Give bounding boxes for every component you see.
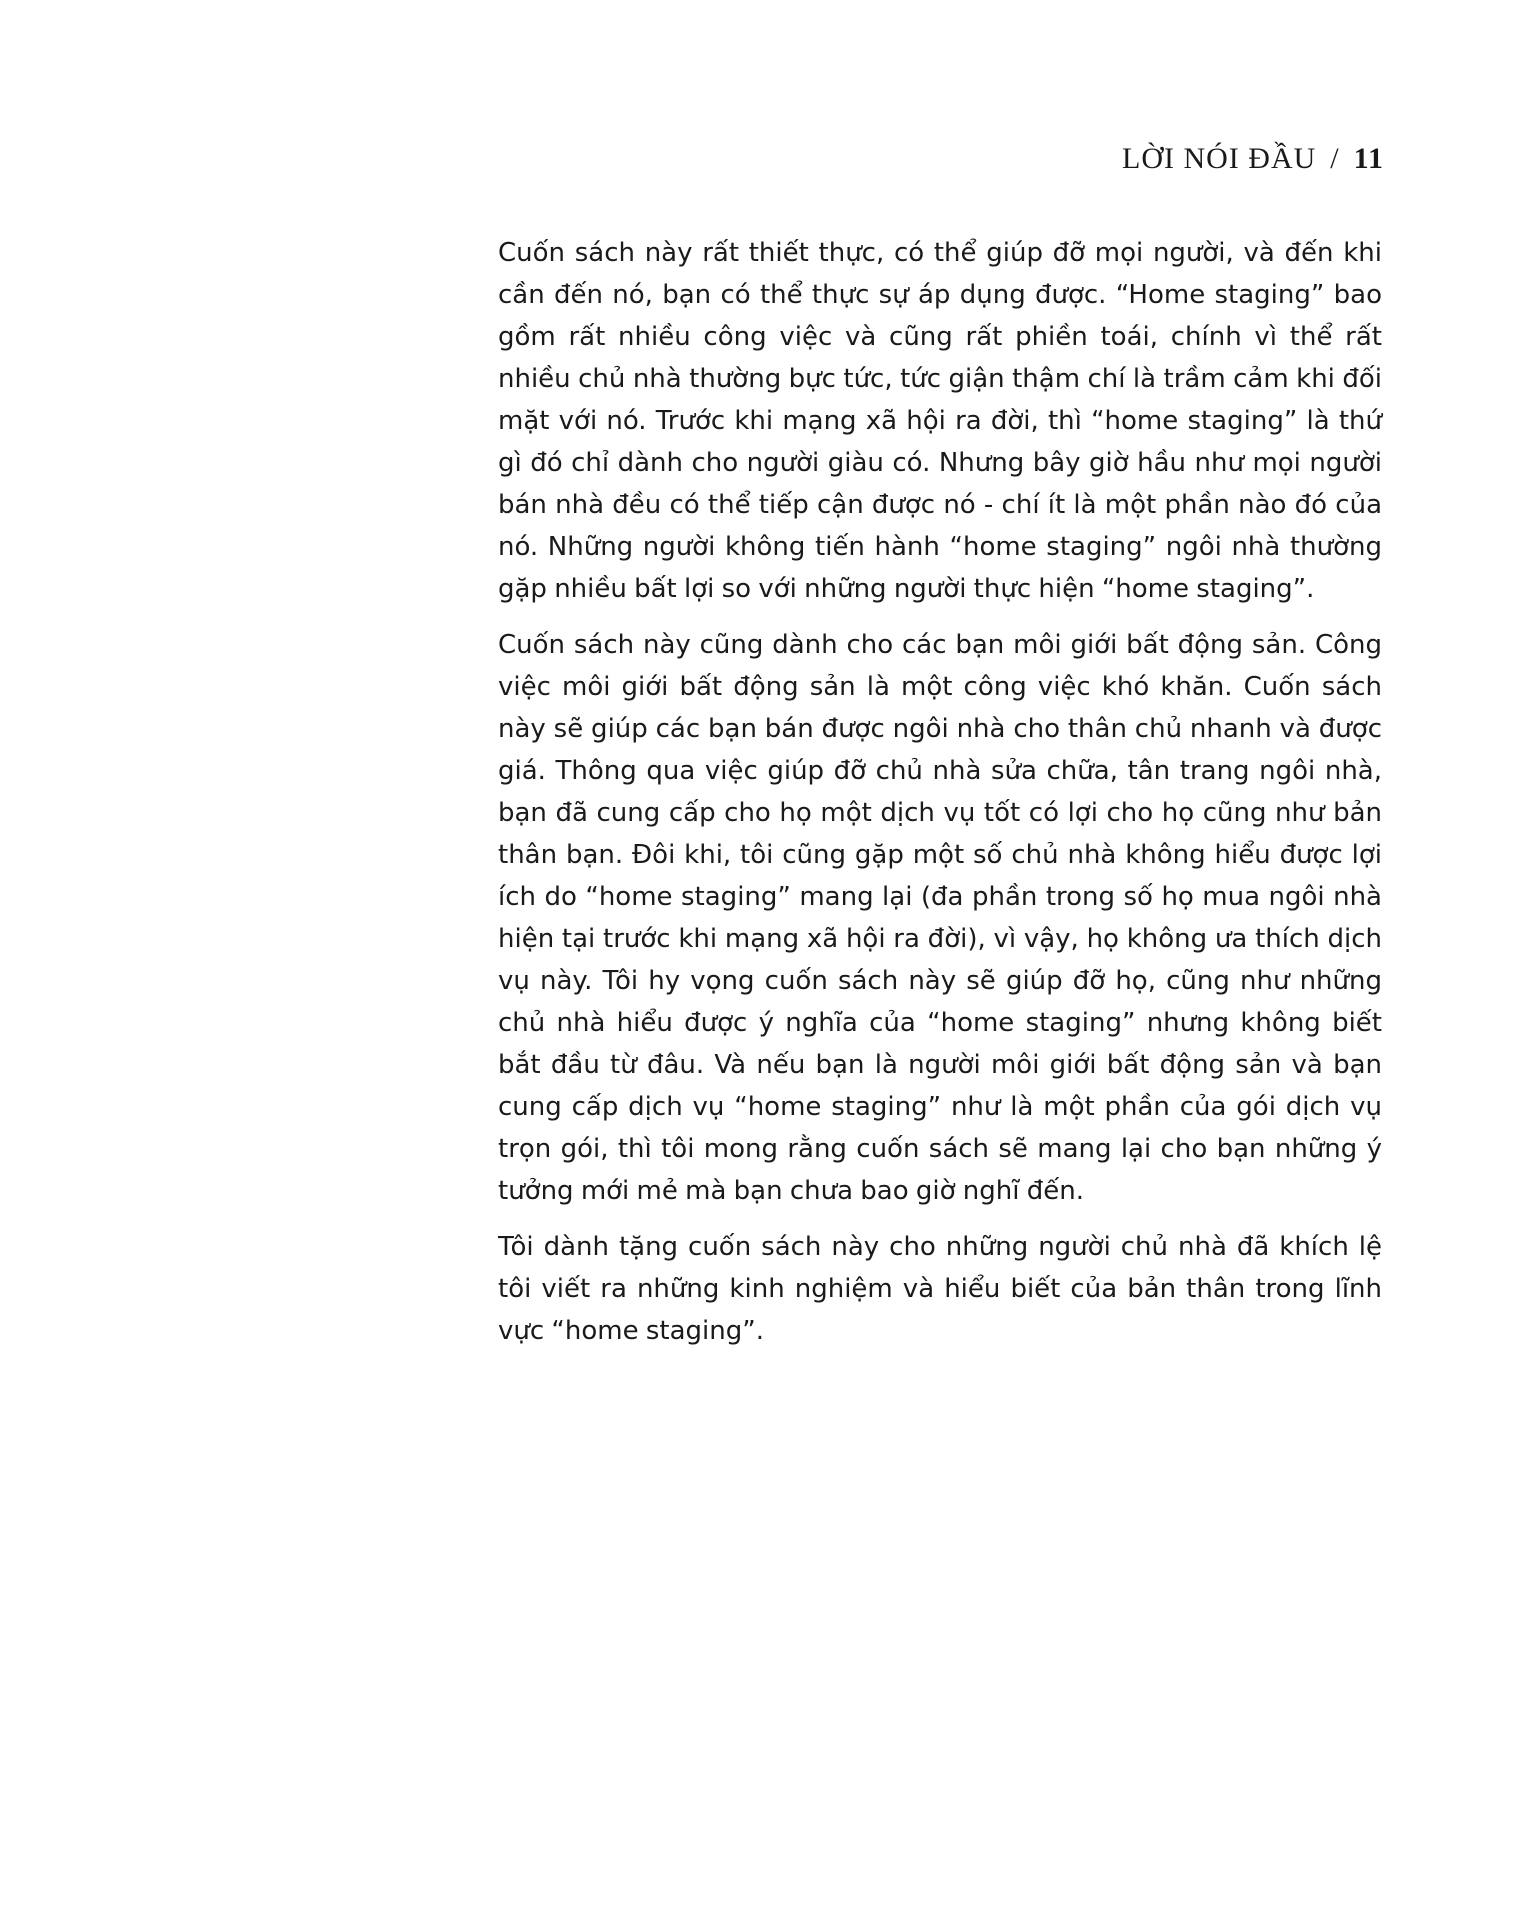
paragraph: Cuốn sách này cũng dành cho các bạn môi giới bất động sản. Công việc môi giới bất động sản là một công việc khó khăn. Cuốn sách này sẽ giúp các bạn bán được ngôi nhà cho thân chủ nhanh và được giá. Thông qua việc giúp đỡ chủ nhà sửa chữa, tân trang ngôi nhà, bạn đã cung cấp cho họ một dịch vụ tốt có lợi cho họ cũng như bản thân bạn. Đôi khi, tôi cũng gặp một số chủ nhà không hiểu được lợi ích do “home staging” mang lại (đa phần trong số họ mua ngôi nhà hiện tại trước khi mạng xã hội ra đời), vì vậy, họ không ưa thích dịch vụ này. Tôi hy vọng cuốn sách này sẽ giúp đỡ họ, cũng như những chủ nhà hiểu được ý nghĩa của “home staging” nhưng không biết bắt đầu từ đâu. Và nếu bạn là người môi giới bất động sản và bạn cung cấp dịch vụ “home staging” như là một phần của gói dịch vụ trọn gói, thì tôi mong rằng cuốn sách sẽ mang lại cho bạn những ý tưởng mới mẻ mà bạn chưa bao giờ nghĩ đến.	[498, 630, 1382, 1206]
chapter-title: LỜI NÓI ĐẦU	[1122, 142, 1317, 175]
header-separator: /	[1330, 142, 1340, 175]
paragraph: Tôi dành tặng cuốn sách này cho những người chủ nhà đã khích lệ tôi viết ra những kinh nghiệm và hiểu biết của bản thân trong lĩnh vực “home staging”.	[498, 1232, 1382, 1346]
running-head	[1122, 142, 1384, 176]
page-number: 11	[1353, 142, 1384, 175]
body-text	[498, 232, 1382, 1366]
paragraph: Cuốn sách này rất thiết thực, có thể giúp đỡ mọi người, và đến khi cần đến nó, bạn có thể thực sự áp dụng được. “Home staging” bao gồm rất nhiều công việc và cũng rất phiền toái, chính vì thể rất nhiều chủ nhà thường bực tức, tức giận thậm chí là trầm cảm khi đối mặt với nó. Trước khi mạng xã hội ra đời, thì “home staging” là thứ gì đó chỉ dành cho người giàu có. Nhưng bây giờ hầu như mọi người bán nhà đều có thể tiếp cận được nó - chí ít là một phần nào đó của nó. Những người không tiến hành “home staging” ngôi nhà thường gặp nhiều bất lợi so với những người thực hiện “home staging”.	[498, 238, 1382, 604]
